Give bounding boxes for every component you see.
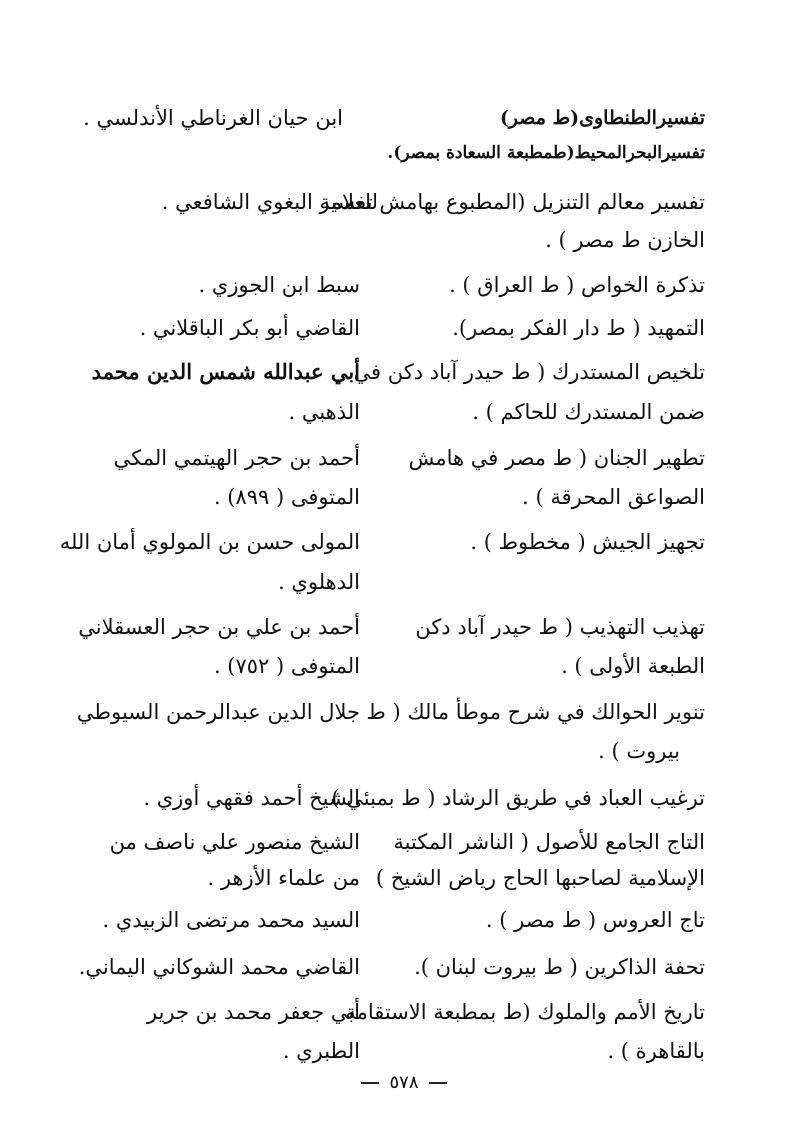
entry-title: تهذيب التهذيب ( ط حيدر آباد دكن: [415, 615, 705, 639]
entry-title: تاج العروس ( ط مصر ) .: [485, 908, 705, 932]
entry-title: تنوير الحوالك في شرح موطأ مالك ( ط: [366, 700, 705, 724]
footer-dash: [361, 1082, 379, 1084]
entry-title: بيروت ) .: [598, 739, 680, 763]
entry-title: ترغيب العباد في طريق الرشاد ( ط بمبئي ): [331, 786, 705, 810]
entry-title: الإسلامية لصاحبها الحاج رياض الشيخ ): [375, 866, 705, 890]
entry-title: تجهيز الجيش ( مخطوط ) .: [470, 530, 705, 554]
entry-author: ابن حيان الغرناطي الأندلسي .: [83, 106, 343, 130]
entry-author: الدهلوي .: [278, 570, 360, 594]
entry-title: تاريخ الأمم والملوك (ط بمطبعة الاستقامة: [345, 1000, 705, 1024]
entry-title: التمهيد ( ط دار الفكر بمصر).: [452, 316, 705, 340]
entry-author: القاضي أبو بكر الباقلاني .: [139, 316, 360, 340]
entry-author: المولى حسن بن المولوي أمان الله: [59, 530, 360, 554]
entry-author: أبي جعفر محمد بن جرير: [146, 1000, 360, 1024]
entry-title: تفسيرالطنطاوى(ط مصر): [499, 107, 705, 129]
entry-title: تحفة الذاكرين ( ط بيروت لبنان ).: [414, 955, 705, 979]
footer-dash: [429, 1082, 447, 1084]
entry-author: من علماء الأزهر .: [207, 866, 360, 890]
entry-author: الطبري .: [282, 1039, 360, 1063]
entry-author: جلال الدين عبدالرحمن السيوطي: [76, 700, 360, 724]
entry-title: تفسيرالبحرالمحيط(طمطبعة السعادة بمصر).: [387, 143, 705, 163]
entry-title: بالقاهرة ) .: [607, 1039, 705, 1063]
entry-author: المتوفى ( ٧٥٢) .: [213, 654, 360, 678]
entry-author: أحمد بن حجر الهيتمي المكي: [113, 446, 360, 470]
entry-title: الطبعة الأولى ) .: [561, 654, 705, 678]
entry-author: الشيخ أحمد فقهي أوزي .: [143, 786, 360, 810]
entry-title: الصواعق المحرقة ) .: [522, 485, 705, 509]
entry-title: التاج الجامع للأصول ( الناشر المكتبة: [393, 830, 705, 854]
entry-author: الشيخ منصور علي ناصف من: [109, 830, 360, 854]
entry-title: تلخيص المستدرك ( ط حيدر آباد دكن في: [353, 360, 705, 384]
entry-author: القاضي محمد الشوكاني اليماني.: [78, 955, 360, 979]
entry-author: المتوفى ( ٨٩٩) .: [213, 485, 360, 509]
entry-author: سبط ابن الجوزي .: [198, 273, 360, 297]
entry-title: تفسير معالم التنزيل (المطبوع بهامش تفسير: [319, 190, 705, 214]
entry-title: ضمن المستدرك للحاكم ) .: [472, 400, 705, 424]
entry-author: أحمد بن علي بن حجر العسقلاني: [78, 615, 360, 639]
page-footer: [0, 1072, 808, 1093]
entry-title: تطهير الجنان ( ط مصر في هامش: [408, 446, 705, 470]
entry-title: الخازن ط مصر ) .: [545, 228, 705, 252]
entry-author: السيد محمد مرتضى الزبيدي .: [102, 908, 360, 932]
entry-author: الذهبي .: [288, 400, 360, 424]
page-number: ٥٧٨: [389, 1072, 419, 1093]
entry-author: أبي عبدالله شمس الدين محمد: [91, 359, 360, 384]
entry-title: تذكرة الخواص ( ط العراق ) .: [449, 273, 705, 297]
entry-author: للعلامة البغوي الشافعي .: [161, 190, 378, 214]
